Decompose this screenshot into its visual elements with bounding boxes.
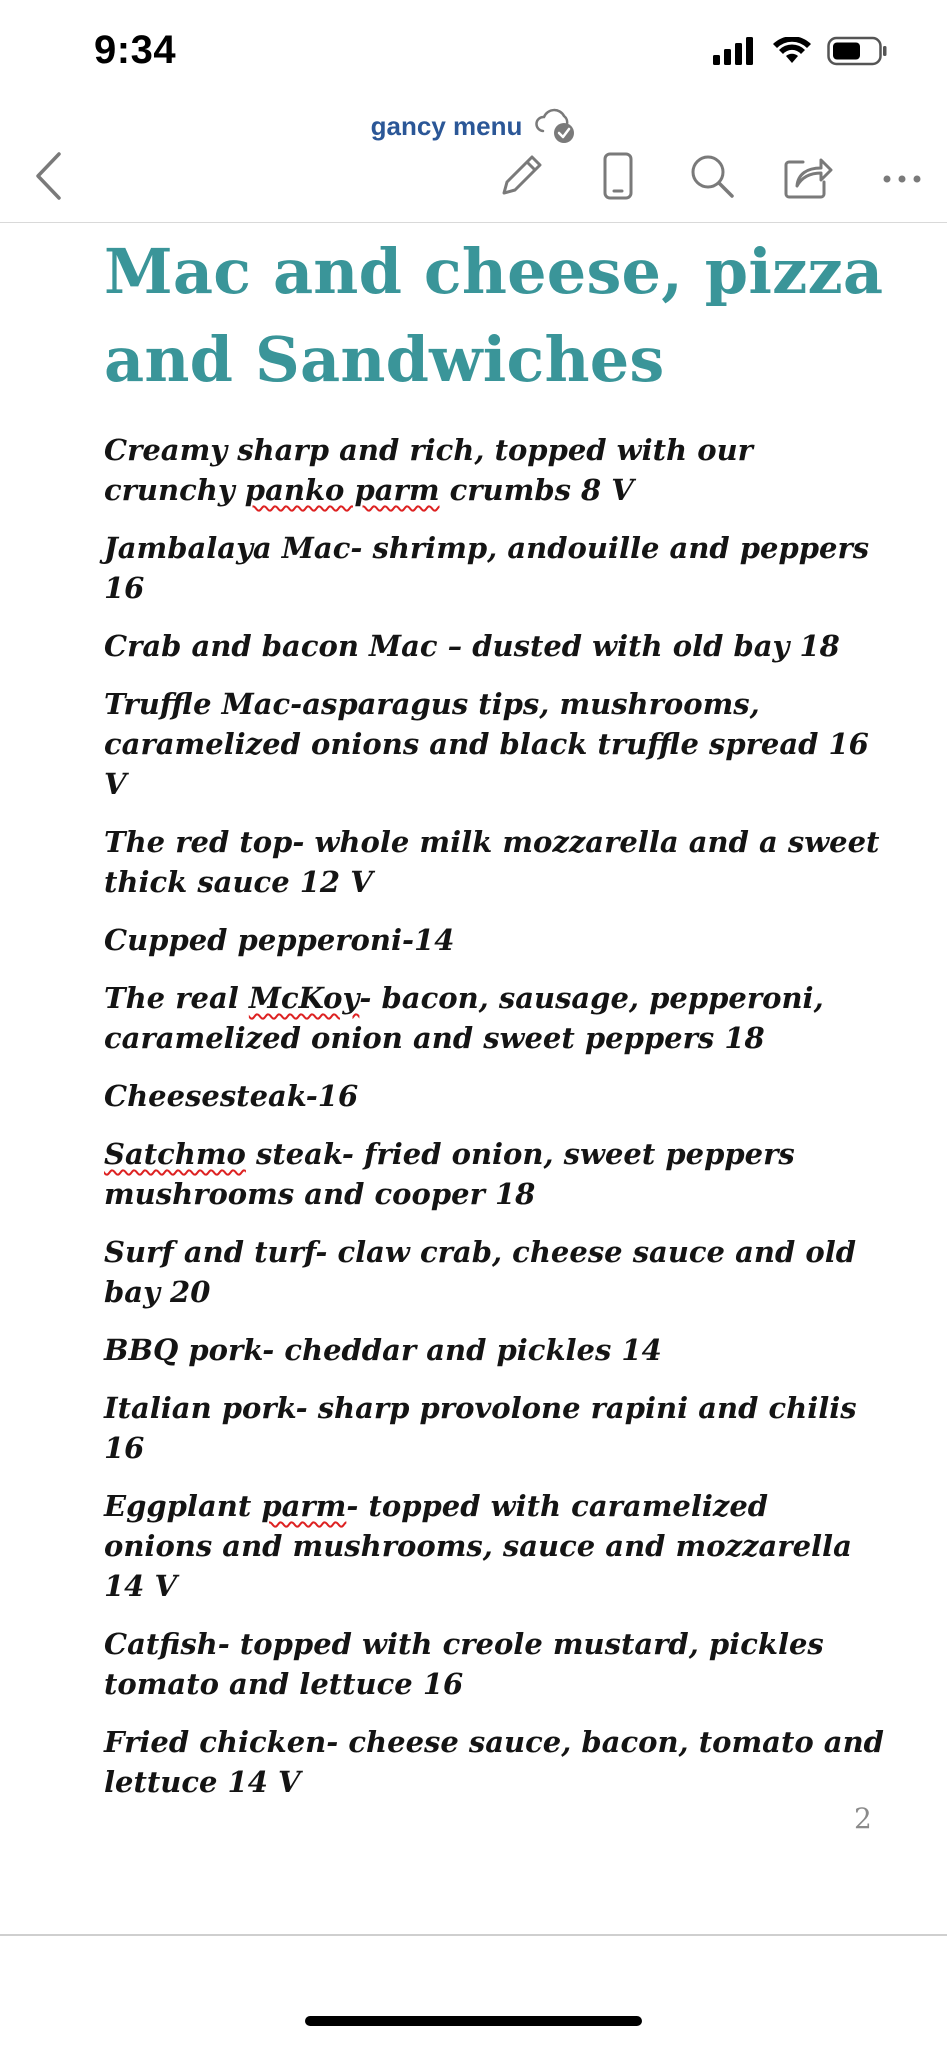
menu-item <box>104 684 884 804</box>
mobile-view-button[interactable] <box>594 148 642 208</box>
menu-item-text: The red top- whole milk mozzarella and a sweet thick sauce 12 V <box>104 825 890 899</box>
menu-item-text: Catfish- topped with creole mustard, pickles tomato and lettuce 16 <box>104 1627 834 1701</box>
cellular-signal-icon <box>713 37 757 69</box>
spellcheck-flagged-word: panko parm <box>244 473 440 507</box>
page-heading <box>104 228 884 404</box>
menu-item <box>104 822 890 902</box>
menu-item-text: Italian pork- sharp provolone rapini and chilis 16 <box>104 1391 867 1465</box>
page-number: 2 <box>854 1802 872 1835</box>
menu-item-text: Surf and turf- claw crab, cheese sauce and old bay 20 <box>104 1235 867 1309</box>
menu-item <box>104 978 884 1058</box>
phone-view-icon <box>602 151 634 205</box>
share-button[interactable] <box>780 148 836 208</box>
menu-item-text: Truffle Mac-asparagus tips, mushrooms, caramelized onions and black truffle spread 16 V <box>104 687 879 801</box>
menu-item <box>104 1722 895 1802</box>
spellcheck-flagged-word: McKoy <box>248 981 360 1015</box>
cloud-check-icon[interactable] <box>534 104 576 148</box>
menu-item-text: steak- fried onion, sweet peppers mushrooms and cooper 18 <box>104 1137 805 1211</box>
home-indicator[interactable] <box>305 2016 642 2026</box>
menu-item-text: Crab and bacon Mac – dusted with old bay 18 <box>104 629 840 663</box>
menu-item-text: BBQ pork- cheddar and pickles 14 <box>104 1333 662 1367</box>
menu-item <box>104 1388 884 1468</box>
menu-item <box>104 1076 884 1116</box>
bottom-divider <box>0 1934 947 1936</box>
menu-item-text: - bacon, sausage, pepperoni, caramelized onion and sweet peppers 18 <box>104 981 834 1055</box>
heading-line-1: Mac and cheese, pizza <box>104 235 884 308</box>
menu-item <box>104 1134 884 1214</box>
edit-button[interactable] <box>494 148 548 208</box>
wifi-icon <box>773 37 811 69</box>
menu-item <box>104 1486 884 1606</box>
more-button[interactable] <box>878 148 926 208</box>
menu-item <box>104 430 884 510</box>
document-title-row <box>0 104 947 148</box>
menu-item-text: Cupped pepperoni-14 <box>104 923 455 957</box>
menu-item-text: - topped with caramelized onions and mushrooms, sauce and mozzarella 14 V <box>104 1489 862 1603</box>
search-icon <box>688 152 736 204</box>
battery-icon <box>827 36 887 70</box>
status-time: 9:34 <box>94 28 177 72</box>
menu-item-text: Creamy sharp and rich, topped with our crunchy <box>104 433 764 507</box>
menu-item <box>104 920 884 960</box>
menu-item <box>104 528 884 608</box>
menu-item-text: Eggplant <box>104 1489 262 1523</box>
status-icons <box>713 36 887 70</box>
heading-line-2: and Sandwiches <box>104 323 665 396</box>
menu-item-text: Cheesesteak-16 <box>104 1079 359 1113</box>
menu-item-text: Jambalaya Mac- shrimp, andouille and peppers 16 <box>104 531 880 605</box>
search-button[interactable] <box>686 148 738 208</box>
share-icon <box>783 152 833 204</box>
menu-item <box>104 626 884 666</box>
menu-item-text: crumbs 8 V <box>439 473 634 507</box>
toolbar <box>0 148 947 220</box>
toolbar-divider <box>0 222 947 223</box>
document-title[interactable]: gancy menu <box>370 110 523 141</box>
spellcheck-flagged-word: parm <box>261 1489 347 1523</box>
menu-item-text: The real <box>104 981 249 1015</box>
back-button[interactable] <box>28 148 68 208</box>
more-icon <box>882 169 922 188</box>
document-page[interactable] <box>104 228 895 1820</box>
status-bar <box>0 0 947 100</box>
menu-item <box>104 1624 884 1704</box>
back-chevron-icon <box>33 150 63 206</box>
pencil-icon <box>496 151 546 205</box>
menu-item-text: Fried chicken- cheese sauce, bacon, tomato and lettuce 14 V <box>104 1725 895 1799</box>
menu-item-list <box>104 430 895 1802</box>
menu-item <box>104 1330 884 1370</box>
spellcheck-flagged-word: Satchmo <box>104 1137 246 1171</box>
menu-item <box>104 1232 884 1312</box>
